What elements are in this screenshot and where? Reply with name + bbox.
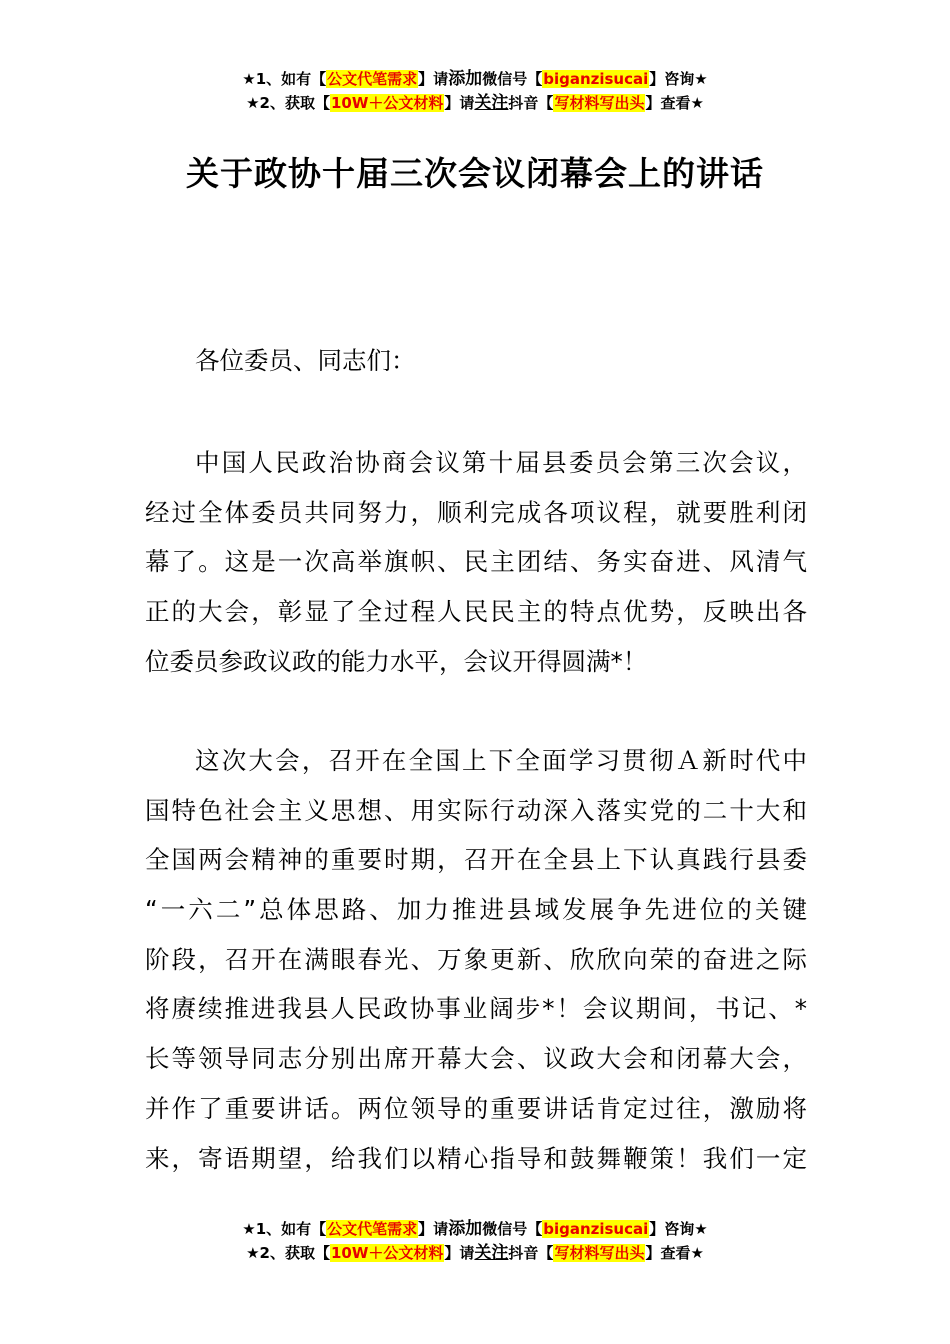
banner-highlight: 写材料写出头 (554, 1244, 645, 1262)
paragraph-line: 全国两会精神的重要时期，召开在全县上下认真践行县委 (145, 845, 807, 875)
paragraph-line: 经过全体委员共同努力，顺利完成各项议程，就要胜利闭 (145, 497, 807, 527)
paragraph-line: 将赓续推进我县人民政协事业阔步*！会议期间，书记、* (145, 994, 807, 1024)
banner-highlight: 公文代笔需求 (327, 70, 418, 88)
banner-text: 】咨询★ (649, 70, 708, 88)
paragraph-line: 位委员参政议政的能力水平，会议开得圆满*！ (145, 646, 648, 676)
banner-highlight: 10W＋公文材料 (330, 94, 444, 112)
banner-text: ★2、获取【 (246, 94, 330, 112)
paragraph-line: 国特色社会主义思想、用实际行动深入落实党的二十大和 (145, 795, 807, 825)
paragraph-line: 正的大会，彰显了全过程人民民主的特点优势，反映出各 (145, 597, 807, 627)
banner-text: 微信号【 (482, 70, 543, 88)
banner-text: ★1、如有【 (242, 1220, 327, 1238)
paragraph-line: 阶段，召开在满眼春光、万象更新、欣欣向荣的奋进之际 (145, 944, 807, 974)
banner-emphasis: 关注 (474, 1243, 509, 1263)
banner-highlight: biganzisucai (543, 70, 649, 88)
banner-emphasis: 添加 (448, 1219, 483, 1239)
paragraph-line: “一六二”总体思路、加力推进县域发展争先进位的关键 (145, 895, 807, 925)
paragraph-line: 这次大会，召开在全国上下全面学习贯彻Ａ新时代中 (195, 746, 807, 775)
banner-highlight: biganzisucai (543, 1220, 649, 1238)
banner-text: 】请 (418, 1220, 449, 1238)
banner-highlight: 公文代笔需求 (327, 1220, 418, 1238)
document-title: 关于政协十届三次会议闭幕会上的讲话 (186, 154, 764, 193)
paragraph-line: 长等领导同志分别出席开幕大会、议政大会和闭幕大会， (145, 1044, 807, 1074)
banner-row-2 (0, 1241, 950, 1265)
banner-text: 】咨询★ (649, 1220, 708, 1238)
banner-text: 】查看★ (645, 94, 704, 112)
banner-text: 】请 (418, 70, 449, 88)
footer-banner (0, 1217, 950, 1265)
banner-text: 微信号【 (482, 1220, 543, 1238)
paragraph-2 (145, 736, 807, 1183)
banner-text: 抖音【 (508, 1244, 554, 1262)
banner-row-1 (0, 1217, 950, 1241)
paragraph-line: 来，寄语期望，给我们以精心指导和鼓舞鞭策！我们一定 (145, 1143, 807, 1173)
banner-text: 】请 (444, 94, 475, 112)
paragraph-line: 并作了重要讲话。两位领导的重要讲话肯定过往，激励将 (145, 1093, 807, 1123)
paragraph-line: 中国人民政治协商会议第十届县委员会第三次会议， (195, 448, 807, 477)
banner-highlight: 写材料写出头 (554, 94, 645, 112)
paragraph-1 (145, 438, 807, 686)
banner-row-2 (0, 91, 950, 115)
header-banner (0, 67, 950, 115)
banner-text: ★1、如有【 (242, 70, 327, 88)
banner-emphasis: 关注 (474, 93, 509, 113)
banner-text: 】查看★ (645, 1244, 704, 1262)
banner-text: ★2、获取【 (246, 1244, 330, 1262)
banner-emphasis: 添加 (448, 69, 483, 89)
salutation: 各位委员、同志们： (195, 346, 416, 375)
banner-row-1 (0, 67, 950, 91)
banner-text: 抖音【 (508, 94, 554, 112)
banner-text: 】请 (444, 1244, 475, 1262)
paragraph-line: 幕了。这是一次高举旗帜、民主团结、务实奋进、风清气 (145, 547, 807, 577)
banner-highlight: 10W＋公文材料 (330, 1244, 444, 1262)
